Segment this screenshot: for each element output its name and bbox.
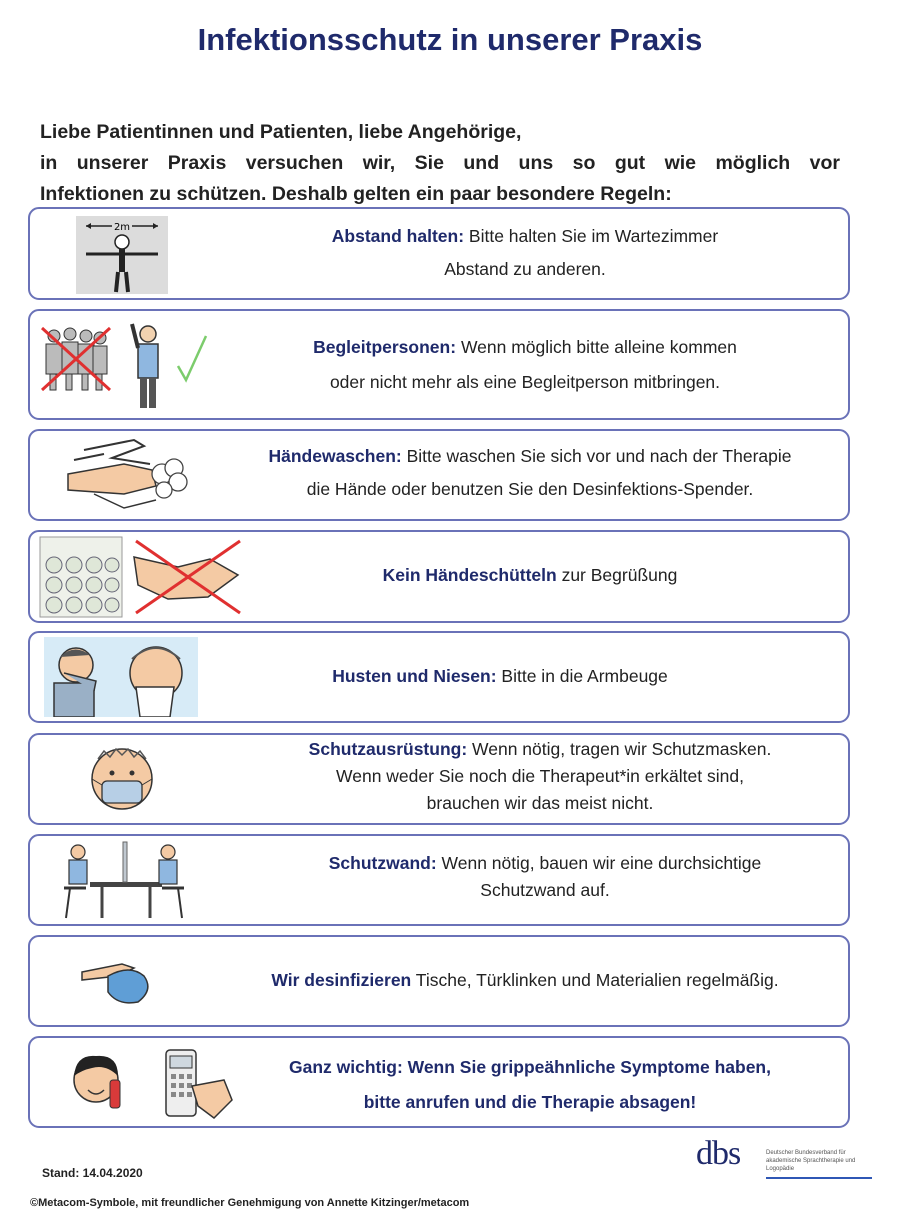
rule-protective-gear-text: Schutzausrüstung: Wenn nötig, tragen wir Schutzmasken. Wenn weder Sie noch die Therapeut*in erkältet sind, brauchen wir das meist nicht. xyxy=(308,739,772,813)
rule-no-handshake-text: Kein Händeschütteln zur Begrüßung xyxy=(382,565,678,585)
handwashing-icon xyxy=(64,434,194,514)
intro-text xyxy=(40,117,840,210)
page-title: Infektionsschutz in unserer Praxis xyxy=(197,22,703,57)
intro-line-2: in unserer Praxis versuchen wir, Sie und uns so gut wie möglich vor xyxy=(40,152,840,174)
protective-screen-icon xyxy=(56,838,192,922)
face-mask-icon xyxy=(84,741,160,817)
dbs-logo-subtitle: Deutscher Bundesverband für akademische Sprachtherapie und Logopädie xyxy=(766,1150,856,1172)
svg-text:2m: 2m xyxy=(113,222,131,233)
dbs-logo xyxy=(696,1135,876,1195)
rule-important-text: Ganz wichtig: Wenn Sie grippeähnliche Symptome haben, bitte anrufen und die Therapie absagen! xyxy=(289,1057,771,1112)
intro-line-3: Infektionen zu schützen. Deshalb gelten ein paar besondere Regeln: xyxy=(40,183,672,205)
rule-handwashing-text: Händewaschen: Bitte waschen Sie sich vor und nach der Therapie die Hände oder benutzen Sie den Desinfektions-Spender. xyxy=(268,446,792,499)
no-handshake-icon xyxy=(38,535,248,619)
rule-companions-text: Begleitpersonen: Wenn möglich bitte alleine kommen oder nicht mehr als eine Begleitperson mitbringen. xyxy=(313,337,737,392)
cough-sneeze-icon xyxy=(44,637,198,717)
rule-distance-text: Abstand halten: Bitte halten Sie im Wartezimmer Abstand zu anderen. xyxy=(331,226,719,279)
disinfect-icon xyxy=(78,946,158,1006)
intro-line-1: Liebe Patientinnen und Patienten, liebe Angehörige, xyxy=(40,121,522,143)
distance-2m-icon xyxy=(76,216,168,294)
dbs-logo-mark: dbs xyxy=(696,1135,741,1172)
dbs-logo-bar xyxy=(766,1177,872,1179)
phone-call-icon xyxy=(66,1046,238,1122)
footer-date: Stand: 14.04.2020 xyxy=(42,1166,143,1180)
rule-disinfect-text: Wir desinfizieren Tische, Türklinken und Materialien regelmäßig. xyxy=(271,970,779,990)
rule-cough-text: Husten und Niesen: Bitte in die Armbeuge xyxy=(332,666,668,686)
companion-icon xyxy=(38,318,218,412)
footer-credit: ©Metacom-Symbole, mit freundlicher Genehmigung von Annette Kitzinger/metacom xyxy=(30,1197,470,1209)
rule-screen-text: Schutzwand: Wenn nötig, bauen wir eine durchsichtige Schutzwand auf. xyxy=(328,853,762,900)
